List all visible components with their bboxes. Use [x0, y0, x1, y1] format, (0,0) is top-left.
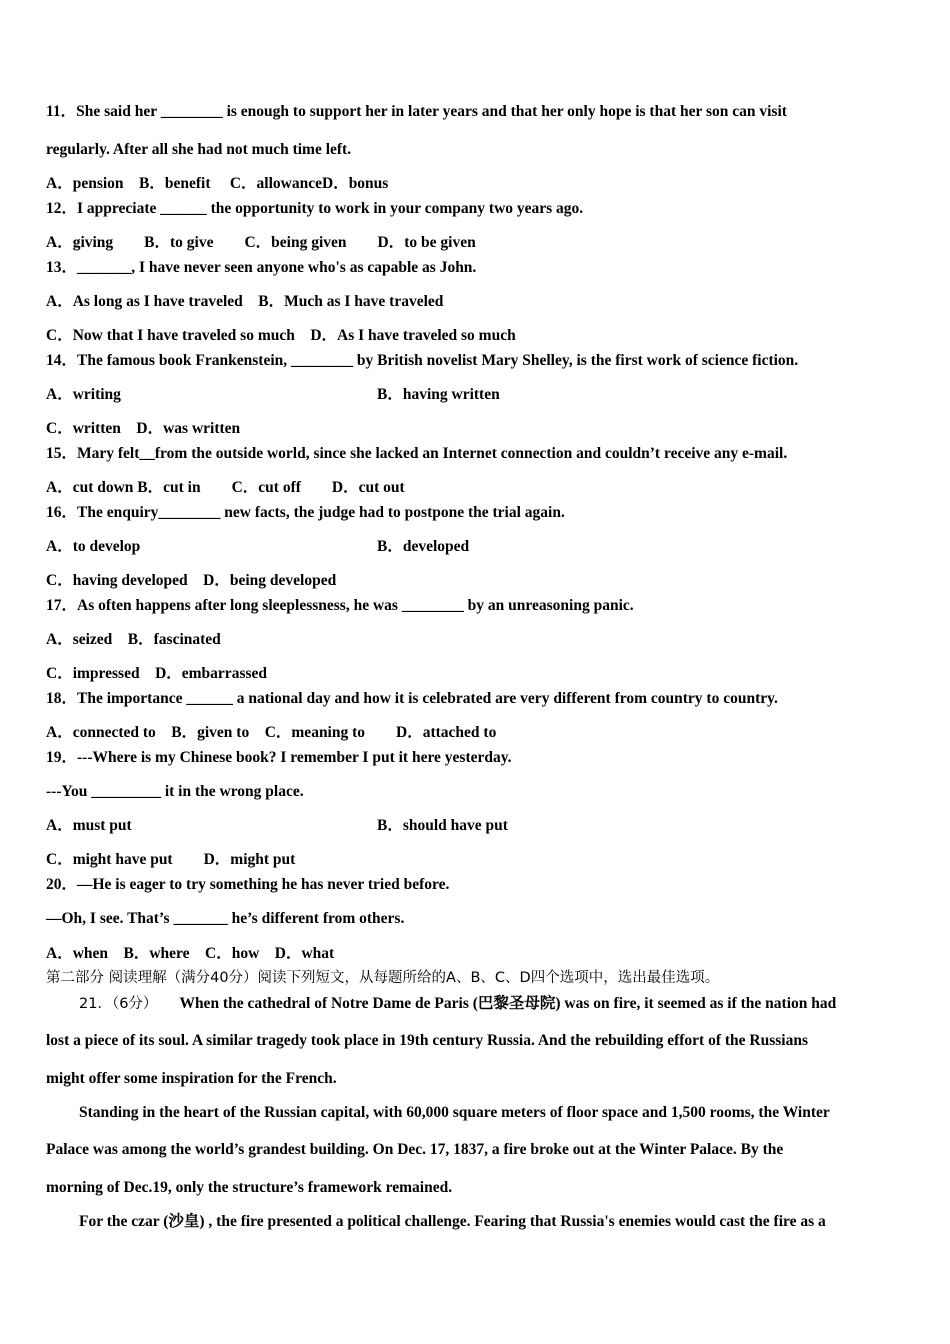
- q17-options-cd: C．impressed D．embarrassed: [46, 665, 268, 682]
- passage-paragraph-2-line3: morning of Dec.19, only the structure’s framework remained.: [46, 1179, 453, 1196]
- q13-stem: 13．_______, I have never seen anyone who's as capable as John.: [46, 259, 477, 276]
- section2-heading: 第二部分 阅读理解（满分40分）阅读下列短文，从每题所给的A、B、C、D四个选项中，选出最佳选项。: [46, 970, 720, 986]
- q15-options: A．cut down B．cut in C．cut off D．cut out: [46, 479, 405, 496]
- q14-options-cd: C．written D．was written: [46, 420, 241, 437]
- q19-options-cd: C．might have put D．might put: [46, 851, 296, 868]
- q13-options-ab: A．As long as I have traveled B．Much as I have traveled: [46, 293, 444, 310]
- q20-reply: —Oh, I see. That’s _______ he’s different from others.: [46, 910, 405, 927]
- q17-stem: 17．As often happens after long sleeplessness, he was ________ by an unreasoning panic.: [46, 597, 634, 614]
- q13-options-cd: C．Now that I have traveled so much D．As I have traveled so much: [46, 327, 516, 344]
- passage-paragraph-3-line1: For the czar (沙皇) , the fire presented a political challenge. Fearing that Russia's enemies would cast the fire as a: [79, 1213, 826, 1230]
- q18-stem: 18．The importance ______ a national day and how it is celebrated are very different from country to country.: [46, 690, 778, 707]
- q14-stem: 14．The famous book Frankenstein, ________ by British novelist Mary Shelley, is the first work of science fiction.: [46, 352, 799, 369]
- q19-option-a: A．must put: [46, 817, 132, 834]
- q19-reply: ---You _________ it in the wrong place.: [46, 783, 304, 800]
- passage-text: When the cathedral of Notre Dame de Paris (巴黎圣母院) was on fire, it seemed as if the nation had: [179, 995, 837, 1012]
- q19-option-b: B．should have put: [377, 817, 508, 834]
- passage-paragraph-1-line2: lost a piece of its soul. A similar tragedy took place in 19th century Russia. And the rebuilding effort of the Russians: [46, 1032, 808, 1049]
- q20-options: A．when B．where C．how D．what: [46, 945, 335, 962]
- q11-stem-line2: regularly. After all she had not much time left.: [46, 141, 352, 158]
- q12-options: A．giving B．to give C．being given D．to be given: [46, 234, 476, 251]
- q18-options: A．connected to B．given to C．meaning to D．attached to: [46, 724, 497, 741]
- q16-options-cd: C．having developed D．being developed: [46, 572, 337, 589]
- q14-option-b: B．having written: [377, 386, 500, 403]
- passage-paragraph-1-line1: [79, 994, 836, 1014]
- q16-option-a: A．to develop: [46, 538, 141, 555]
- q16-option-b: B．developed: [377, 538, 470, 555]
- q11-stem-line1: 11．She said her ________ is enough to support her in later years and that her only hope is that her son can visit: [46, 103, 787, 120]
- passage-paragraph-2-line2: Palace was among the world’s grandest building. On Dec. 17, 1837, a fire broke out at the Winter Palace. By the: [46, 1141, 784, 1158]
- question-21-label: 21．（6分）: [79, 996, 158, 1012]
- passage-paragraph-1-line3: might offer some inspiration for the French.: [46, 1070, 337, 1087]
- q17-options-ab: A．seized B．fascinated: [46, 631, 221, 648]
- passage-paragraph-2-line1: Standing in the heart of the Russian capital, with 60,000 square meters of floor space and 1,500 rooms, the Winter: [79, 1104, 830, 1121]
- q11-options: A．pension B．benefit C．allowanceD．bonus: [46, 175, 389, 192]
- q20-stem: 20．—He is eager to try something he has never tried before.: [46, 876, 450, 893]
- q12-stem: 12．I appreciate ______ the opportunity to work in your company two years ago.: [46, 200, 584, 217]
- q14-option-a: A．writing: [46, 386, 121, 403]
- q15-stem: 15．Mary felt__from the outside world, since she lacked an Internet connection and couldn’t receive any e-mail.: [46, 445, 788, 462]
- q19-stem: 19．---Where is my Chinese book? I remember I put it here yesterday.: [46, 749, 512, 766]
- q16-stem: 16．The enquiry________ new facts, the judge had to postpone the trial again.: [46, 504, 565, 521]
